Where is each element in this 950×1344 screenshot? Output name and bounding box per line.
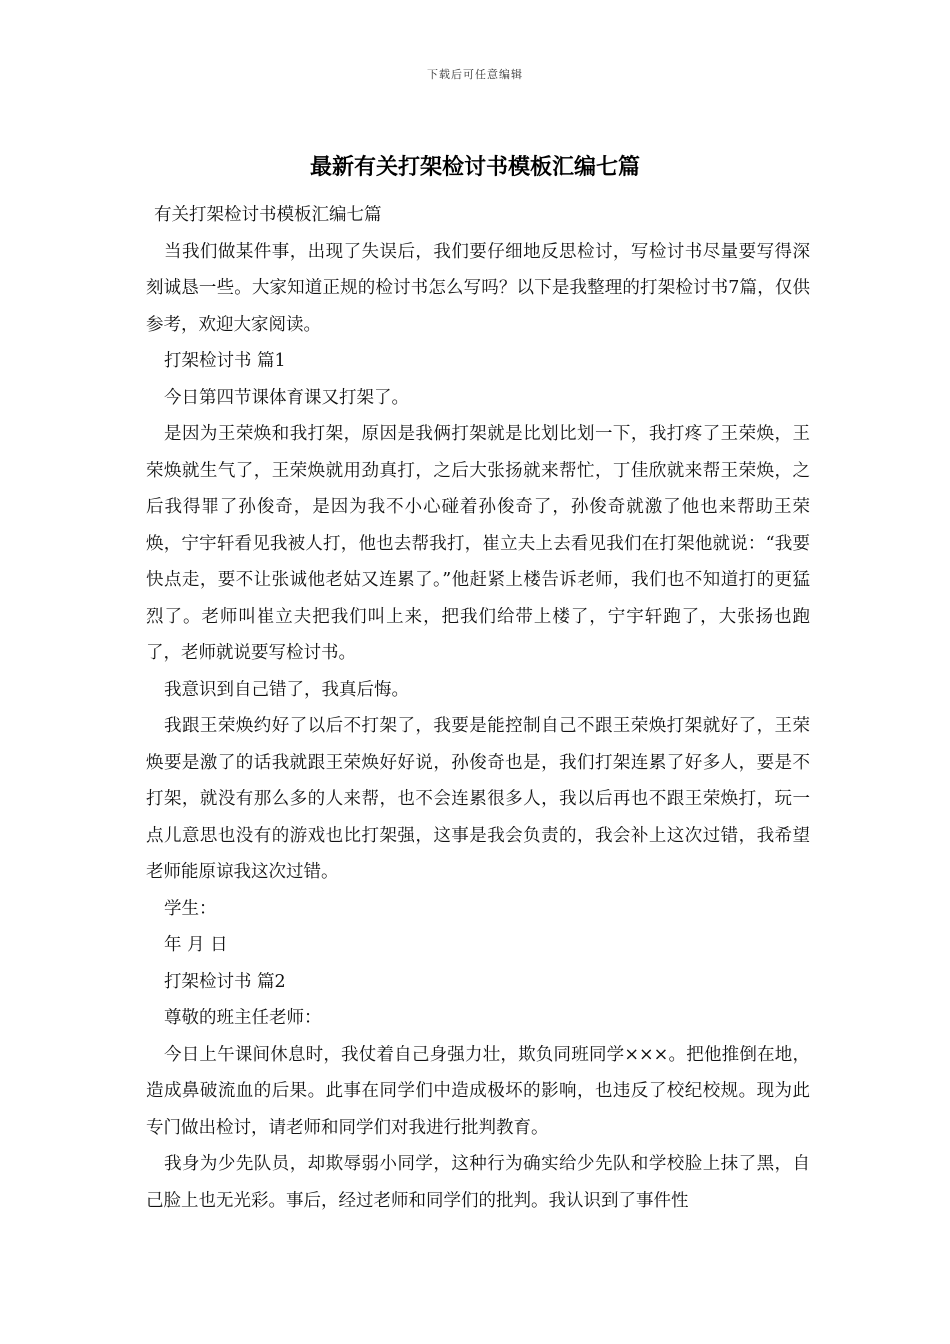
body-paragraph: 我意识到自己错了，我真后悔。	[164, 679, 409, 700]
body-paragraph: 今日第四节课体育课又打架了。	[164, 387, 409, 408]
document-body	[146, 197, 810, 1219]
document-title: 最新有关打架检讨书模板汇编七篇	[309, 155, 640, 180]
intro-paragraph: 当我们做某件事，出现了失误后，我们要仔细地反思检讨，写检讨书尽量要写得深刻诚恳一些。大家知道正规的检讨书怎么写吗？以下是我整理的打架检讨书7篇，仅供参考，欢迎大家阅读。	[146, 241, 810, 335]
subtitle-paragraph: 有关打架检讨书模板汇编七篇	[154, 205, 382, 225]
date-label: 年 月 日	[164, 935, 228, 955]
body-paragraph: 是因为王荣焕和我打架，原因是我俩打架就是比划比划一下，我打疼了王荣焕，王荣焕就生气了，王荣焕就用劲真打，之后大张扬就来帮忙，丁佳欣就来帮王荣焕，之后我得罪了孙俊奇，是因为我不小心碰着孙俊奇了，孙俊奇就激了他也来帮助王荣焕，宁宇轩看见我被人打，他也去帮我打，崔立夫上去看见我们在打架他就说：“我要快点走，要不让张诚他老姑又连累了。”他赶紧上楼告诉老师，我们也不知道打的更猛烈了。老师叫崔立夫把我们叫上来，把我们给带上楼了，宁宇轩跑了，大张扬也跑了，老师就说要写检讨书。	[146, 424, 810, 663]
signature-label: 学生：	[164, 898, 217, 919]
body-paragraph: 我跟王荣焕约好了以后不打架了，我要是能控制自己不跟王荣焕打架就好了，王荣焕要是激了的话我就跟王荣焕好好说，孙俊奇也是，我们打架连累了好多人，要是不打架，就没有那么多的人来帮，也不会连累很多人，我以后再也不跟王荣焕打，玩一点儿意思也没有的游戏也比打架强，这事是我会负责的，我会补上这次过错，我希望老师能原谅我这次过错。	[146, 716, 810, 882]
header-note: 下载后可任意编辑	[427, 68, 523, 81]
body-paragraph: 今日上午课间休息时，我仗着自己身强力壮，欺负同班同学×××。把他推倒在地，造成鼻破流血的后果。此事在同学们中造成极坏的影响，也违反了校纪校规。现为此专门做出检讨，请老师和同学们对我进行批判教育。	[146, 1044, 810, 1138]
body-paragraph: 我身为少先队员，却欺辱弱小同学，这种行为确实给少先队和学校脸上抹了黑，自己脸上也无光彩。事后，经过老师和同学们的批判。我认识到了事件性	[146, 1154, 810, 1211]
salutation: 尊敬的班主任老师：	[164, 1008, 322, 1028]
section-heading-1: 打架检讨书 篇1	[164, 351, 286, 371]
section-heading-2: 打架检讨书 篇2	[164, 971, 286, 992]
